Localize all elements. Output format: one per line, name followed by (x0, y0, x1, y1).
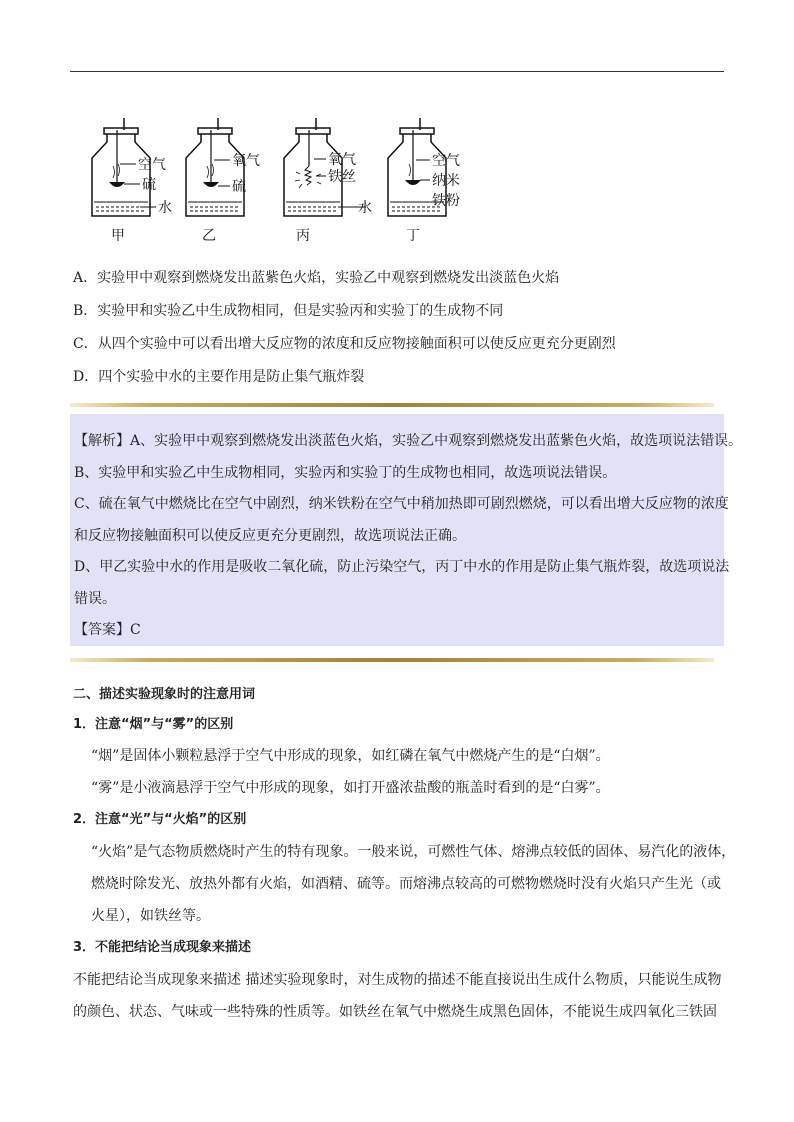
item1-heading: 1．注意“烟”与“雾”的区别 (73, 717, 234, 732)
section-body (73, 680, 736, 1028)
jar-bing (284, 118, 372, 243)
answer-line: 【答案】C (74, 622, 141, 638)
item2-line: “火焰”是气态物质燃烧时产生的特有现象。一般来说，可燃性气体、熔沸点较低的固体、易汽化的液体， (91, 844, 736, 860)
divider-top (70, 403, 714, 407)
analysis-line: C、硫在氧气中燃烧比在空气中剧烈，纳米铁粉在空气中稍加热即可剧烈燃烧，可以看出增大反应物的浓度 (74, 496, 729, 512)
jar-bing-label-top: 氧气 (328, 151, 356, 167)
analysis-line: 和反应物接触面积可以使反应更充分更剧烈，故选项说法正确。 (74, 527, 466, 544)
jar-ding-label-top: 空气 (432, 152, 460, 168)
item1-line: “烟”是固体小颗粒悬浮于空气中形成的现象，如红磷在氧气中燃烧产生的是“白烟”。 (91, 748, 610, 764)
answer-options (73, 262, 733, 394)
item3-line: 不能把结论当成现象来描述 描述实验现象时，对生成物的描述不能直接说出生成什么物质，只能说生成物 (73, 972, 722, 988)
option-d: D．四个实验中水的主要作用是防止集气瓶炸裂 (73, 369, 365, 385)
jar-jia-caption: 甲 (111, 227, 125, 243)
jar-yi-label-mid: 硫 (232, 178, 246, 194)
analysis-line: 【解析】A、实验甲中观察到燃烧发出淡蓝色火焰，实验乙中观察到燃烧发出蓝紫色火焰，故选项说法错误。 (74, 433, 743, 449)
item3-line: 的颜色、状态、气味或一些特殊的性质等。如铁丝在氧气中燃烧生成黑色固体，不能说生成四氧化三铁固 (73, 1004, 717, 1020)
jar-ding-label-extra: 铁粉 (432, 192, 460, 208)
option-b: B．实验甲和实验乙中生成物相同，但是实验丙和实验丁的生成物不同 (73, 303, 504, 319)
jar-jia (92, 118, 172, 243)
item1-line: “雾”是小液滴悬浮于空气中形成的现象，如打开盛浓盐酸的瓶盖时看到的是“白雾”。 (91, 780, 610, 796)
jar-ding (388, 118, 460, 243)
jar-ding-label-mid: 纳米 (432, 172, 460, 188)
jar-jia-label-mid: 硫 (142, 176, 156, 192)
jar-bing-label-mid: 铁丝 (328, 168, 356, 184)
jar-bing-label-water: 水 (358, 199, 372, 215)
divider-bottom (70, 658, 714, 662)
item2-line: 燃烧时除发光、放热外都有火焰，如酒精、硫等。而熔沸点较高的可燃物燃烧时没有火焰只产生光（或 (91, 876, 721, 892)
jar-bing-caption: 丙 (296, 227, 310, 243)
analysis-box (70, 414, 743, 646)
jar-yi (186, 118, 260, 243)
analysis-line: D、甲乙实验中水的作用是吸收二氧化硫，防止污染空气，丙丁中水的作用是防止集气瓶炸裂，故选项说法 (74, 559, 730, 575)
analysis-line: B、实验甲和实验乙中生成物相同，实验丙和实验丁的生成物也相同，故选项说法错误。 (74, 464, 617, 481)
item2-heading: 2．注意“光”与“火焰”的区别 (73, 812, 247, 827)
analysis-line: 错误。 (74, 590, 116, 607)
section-title: 二、描述实验现象时的注意用词 (73, 687, 256, 702)
jar-yi-label-top: 氧气 (232, 152, 260, 168)
item2-line: 火星），如铁丝等。 (91, 908, 210, 924)
jar-ding-caption: 丁 (406, 227, 420, 243)
jar-jia-label-top: 空气 (138, 156, 166, 172)
jar-jia-label-water: 水 (158, 199, 172, 215)
jar-yi-caption: 乙 (202, 227, 216, 243)
option-a: A．实验甲中观察到燃烧发出蓝紫色火焰，实验乙中观察到燃烧发出淡蓝色火焰 (73, 270, 560, 286)
option-c: C．从四个实验中可以看出增大反应物的浓度和反应物接触面积可以使反应更充分更剧烈 (73, 336, 616, 352)
experiment-figure (80, 118, 500, 248)
item3-heading: 3．不能把结论当成现象来描述 (73, 940, 252, 955)
header-rule (70, 71, 724, 72)
